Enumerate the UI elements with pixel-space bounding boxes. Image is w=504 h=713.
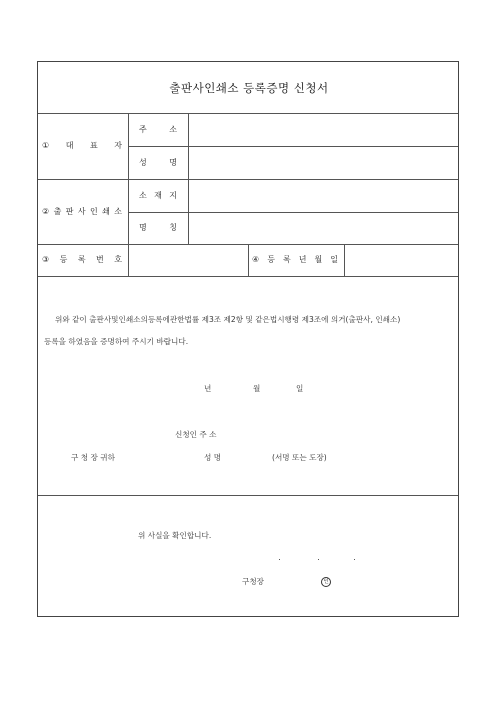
label-name: 성 명 [139,158,177,167]
divider-pub-inner [128,212,458,213]
blank-mark [354,559,355,560]
date-month: 월 [253,384,261,393]
official-title: 구청장 [242,577,265,586]
divider-rep-inner [128,146,458,147]
label-representative: ① 대 표 자 [42,141,122,150]
divider-rep [38,179,458,180]
date-year: 년 [204,384,212,393]
label-registration-number: ③ 등 록 번 호 [42,255,122,264]
col-divider-4 [344,244,345,276]
label-publisher: ② 출 판 사 인 쇄 소 [42,207,122,216]
statement-line-2: 등록을 하였음을 증명하여 주시기 바랍니다. [44,337,189,346]
date-day: 일 [296,384,304,393]
statement-line-1: 위와 같이 출판사및인쇄소의등록에관한법률 제3조 제2항 및 같은법시행령 제3조에 의거(출판사, 인쇄소) [55,315,401,324]
col-divider-3 [248,244,249,276]
label-address: 주 소 [139,125,177,134]
recipient-label: 구 청 장 귀하 [71,453,115,462]
label-location: 소 재 지 [139,191,177,200]
col-divider-2 [188,113,189,244]
blank-mark [318,559,319,560]
applicant-address-label: 신청인 주 소 [175,430,217,439]
confirmation-text: 위 사실을 확인합니다. [138,531,212,540]
form-title: 출판사인쇄소 등록증명 신청서 [169,81,329,95]
application-form [37,61,459,617]
seal-mark: 인 [321,577,331,587]
label-registration-date: ④ 등 록 년 월 일 [252,255,338,264]
divider-reg [38,276,458,277]
divider-statement [38,495,458,496]
label-firm-name: 명 칭 [139,223,177,232]
applicant-name-label: 성 명 [204,453,222,462]
col-divider-1 [128,113,129,276]
blank-mark [279,559,280,560]
divider-title [38,113,458,114]
signature-note: (서명 또는 도장) [272,453,327,462]
